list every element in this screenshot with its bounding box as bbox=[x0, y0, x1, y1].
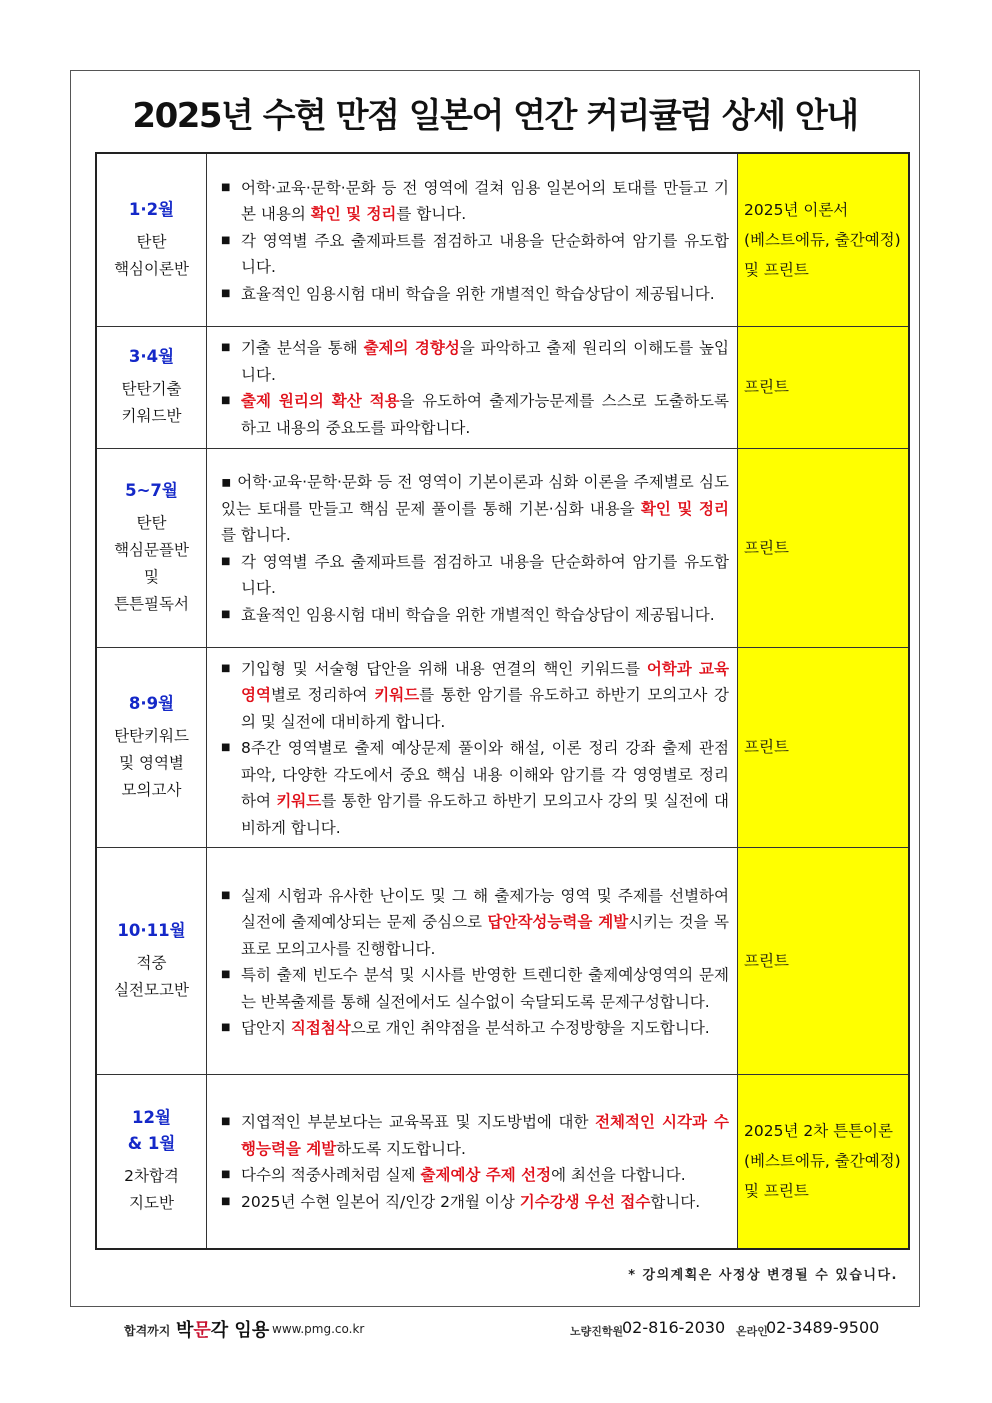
bullet-item bbox=[221, 1189, 729, 1216]
text-segment: 별로 정리하여 bbox=[270, 686, 375, 704]
curriculum-row bbox=[96, 848, 909, 1075]
course-name: 튼튼필독서 bbox=[114, 594, 189, 613]
course-name: 키워드반 bbox=[121, 407, 182, 425]
bullet-item bbox=[221, 335, 729, 388]
material-line: 2025년 이론서 bbox=[744, 200, 849, 219]
page-title: 2025년 수현 만점 일본어 연간 커리큘럼 상세 안내 bbox=[132, 96, 858, 136]
highlight-text: 키워드 bbox=[276, 792, 322, 810]
square-bullet-icon: ■ bbox=[221, 889, 231, 901]
schedule-note: * 강의계획은 사정상 변경될 수 있습니다. bbox=[628, 1268, 898, 1283]
text-segment: 를 합니다. bbox=[221, 526, 291, 544]
bullet-item bbox=[221, 1109, 729, 1162]
square-bullet-icon: ■ bbox=[221, 287, 231, 299]
course-cell bbox=[96, 326, 207, 448]
course-name: 실전모고반 bbox=[114, 981, 189, 999]
bullet-item bbox=[221, 1162, 729, 1189]
text-segment: 를 합니다. bbox=[396, 205, 467, 223]
bullet-text bbox=[241, 549, 729, 602]
bullet-text bbox=[241, 1015, 729, 1042]
bullet-item bbox=[221, 228, 729, 281]
footer-phone-online: 02-3489-9500 bbox=[766, 1318, 880, 1337]
course-cell bbox=[96, 153, 207, 326]
bullet-item bbox=[221, 962, 729, 1015]
course-description bbox=[207, 1075, 738, 1249]
text-segment: 다수의 적중사례처럼 실제 bbox=[241, 1166, 421, 1185]
curriculum-row bbox=[96, 153, 909, 326]
bullet-item bbox=[221, 735, 729, 841]
highlight-text: 확인 및 정리 bbox=[310, 205, 397, 223]
square-bullet-icon: ■ bbox=[221, 1169, 231, 1181]
text-segment: 합니다. bbox=[650, 1192, 701, 1211]
bullet-text bbox=[241, 388, 729, 441]
text-segment: ▪ 어학‧교육‧문학‧문화 등 전 영역이 기본이론과 심화 이론을 주제별로 심도있는 토대를 만들고 핵심 문제 풀이를 통해 기본‧심화 내용을 bbox=[221, 473, 729, 518]
bullet-text bbox=[241, 1189, 729, 1216]
text-segment: 시키는 것을 목표로 모의고사를 진행합니다. bbox=[241, 913, 729, 958]
course-description bbox=[207, 848, 738, 1075]
bullet-item bbox=[221, 602, 729, 629]
bullet-item bbox=[221, 175, 729, 228]
square-bullet-icon: ■ bbox=[221, 234, 231, 246]
bullet-text bbox=[241, 175, 729, 228]
highlight-text: 어학과 교육 영역 bbox=[241, 659, 729, 704]
brand-logo: 박문각 임용 bbox=[176, 1320, 270, 1341]
text-segment: 하도록 지도합니다. bbox=[336, 1139, 466, 1158]
text-segment: 을 파악하고 출제 원리의 이해도를 높입니다. bbox=[241, 339, 729, 384]
curriculum-table bbox=[95, 152, 910, 1250]
text-segment: 효율적인 임용시험 대비 학습을 위한 개별적인 학습상담이 제공됩니다. bbox=[241, 605, 715, 624]
text-segment: 에 최선을 다합니다. bbox=[551, 1166, 686, 1185]
course-name: 지도반 bbox=[129, 1194, 174, 1213]
text-segment: 지엽적인 부분보다는 교육목표 및 지도방법에 대한 bbox=[241, 1113, 596, 1132]
course-month: 12월 bbox=[132, 1108, 171, 1128]
bullet-text bbox=[241, 281, 729, 308]
course-name: 2차합격 bbox=[124, 1167, 179, 1186]
highlight-text: 확인 및 정리 bbox=[640, 499, 729, 518]
square-bullet-icon: ■ bbox=[221, 1116, 231, 1128]
course-description bbox=[207, 647, 738, 848]
material-cell bbox=[738, 153, 910, 326]
bullet-item bbox=[221, 883, 729, 963]
course-name: 탄탄 bbox=[136, 513, 167, 532]
material-line: 프린트 bbox=[744, 952, 789, 970]
square-bullet-icon: ■ bbox=[221, 181, 231, 193]
material-line: (베스트에듀, 출간예정) bbox=[744, 230, 901, 249]
bullet-text bbox=[241, 1162, 729, 1189]
bullet-text bbox=[241, 962, 729, 1015]
course-name: 모의고사 bbox=[121, 780, 182, 799]
bullet-text bbox=[241, 883, 729, 963]
highlight-text: 출제예상 주제 선정 bbox=[420, 1166, 552, 1185]
course-name: 및 영역별 bbox=[119, 753, 184, 772]
course-name: 탄탄키워드 bbox=[114, 726, 189, 745]
text-segment: 각 영역별 주요 출제파트를 점검하고 내용을 단순화하여 암기를 유도합니다. bbox=[241, 552, 729, 597]
course-name: 핵심문플반 bbox=[114, 540, 189, 559]
course-name: 및 bbox=[144, 567, 159, 586]
footer-url[interactable]: www.pmg.co.kr bbox=[272, 1322, 365, 1336]
material-line: 프린트 bbox=[744, 738, 789, 757]
course-month: 5~7월 bbox=[125, 480, 178, 500]
course-cell bbox=[96, 448, 207, 647]
text-segment: 효율적인 임용시험 대비 학습을 위한 개별적인 학습상담이 제공됩니다. bbox=[241, 284, 715, 303]
material-line: 및 프린트 bbox=[744, 260, 809, 279]
text-segment: 어학‧교육‧문학‧문화 등 전 영역에 걸쳐 임용 일본어의 토대를 만들고 기본 내용의 bbox=[241, 178, 729, 223]
course-description bbox=[207, 326, 738, 448]
description-paragraph bbox=[221, 469, 729, 549]
bullet-text bbox=[241, 656, 729, 736]
square-bullet-icon: ■ bbox=[221, 395, 231, 406]
bullet-item bbox=[221, 1015, 729, 1042]
course-name: 핵심이론반 bbox=[114, 259, 189, 278]
text-segment: 을 유도하여 출제가능문제를 스스로 도출하도록 하고 내용의 중요도를 파악합니다. bbox=[241, 392, 729, 437]
highlight-text: 기수강생 우선 접수 bbox=[519, 1192, 651, 1211]
square-bullet-icon: ■ bbox=[221, 342, 231, 353]
square-bullet-icon: ■ bbox=[221, 555, 231, 567]
course-name: 탄탄기출 bbox=[121, 380, 182, 398]
course-name: 적중 bbox=[136, 954, 167, 972]
text-segment: 2025년 수현 일본어 직/인강 2개월 이상 bbox=[241, 1192, 520, 1211]
curriculum-row bbox=[96, 326, 909, 448]
square-bullet-icon: ■ bbox=[221, 1022, 231, 1033]
text-segment: 를 통한 암기를 유도하고 하반기 모의고사 강의 및 실전에 대비하게 합니다. bbox=[241, 792, 729, 837]
course-month: 1·2월 bbox=[128, 199, 175, 219]
course-month: 3·4월 bbox=[128, 347, 175, 366]
curriculum-row bbox=[96, 448, 909, 647]
course-description bbox=[207, 153, 738, 326]
text-segment: 기입형 및 서술형 답안을 위해 내용 연결의 핵인 키워드를 bbox=[241, 659, 647, 678]
bullet-item bbox=[221, 281, 729, 308]
bullet-text bbox=[241, 335, 729, 388]
material-line: (베스트에듀, 출간예정) bbox=[744, 1152, 901, 1171]
material-cell bbox=[738, 647, 910, 848]
square-bullet-icon: ■ bbox=[221, 969, 231, 980]
course-cell bbox=[96, 1075, 207, 1249]
material-cell bbox=[738, 1075, 910, 1249]
course-cell bbox=[96, 647, 207, 848]
material-cell bbox=[738, 448, 910, 647]
footer bbox=[0, 1316, 992, 1346]
footer-label-offline: 노량진학원 bbox=[570, 1325, 624, 1338]
highlight-text: 출제의 경향성 bbox=[363, 339, 460, 357]
bullet-text bbox=[241, 228, 729, 281]
curriculum-row bbox=[96, 1075, 909, 1249]
highlight-text: 전체적인 시각과 수행능력을 계발 bbox=[241, 1113, 730, 1158]
course-month: 8·9월 bbox=[128, 693, 175, 713]
material-line: 및 프린트 bbox=[744, 1182, 809, 1201]
square-bullet-icon: ■ bbox=[221, 662, 231, 674]
bullet-item bbox=[221, 656, 729, 736]
course-description bbox=[207, 448, 738, 647]
curriculum-row bbox=[96, 647, 909, 848]
text-segment: 으로 개인 취약점을 분석하고 수정방향을 지도합니다. bbox=[350, 1019, 710, 1037]
course-month: 10·11월 bbox=[117, 921, 186, 940]
footer-phone-offline: 02-816-2030 bbox=[622, 1318, 726, 1337]
highlight-text: 키워드 bbox=[374, 686, 420, 704]
text-segment: 각 영역별 주요 출제파트를 점검하고 내용을 단순화하여 암기를 유도합니다. bbox=[241, 231, 729, 276]
highlight-text: 출제 원리의 확산 적용 bbox=[241, 392, 400, 410]
material-line: 2025년 2차 튼튼이론 bbox=[744, 1122, 894, 1141]
course-month-extra: & 1월 bbox=[127, 1134, 176, 1154]
text-segment: 8주간 영역별로 출제 예상문제 풀이와 해설, 이론 정리 강좌 출제 관점 파악, 다양한 각도에서 중요 핵심 내용 이해와 암기를 각 영영별로 정리하여 bbox=[241, 739, 729, 810]
material-line: 프린트 bbox=[744, 538, 789, 557]
bullet-item bbox=[221, 549, 729, 602]
square-bullet-icon: ■ bbox=[221, 608, 231, 620]
text-segment: 답안지 bbox=[241, 1019, 291, 1037]
square-bullet-icon: ■ bbox=[221, 742, 231, 753]
material-cell bbox=[738, 326, 910, 448]
text-segment: 실제 시험과 유사한 난이도 및 그 해 출제가능 영역 및 주제를 선별하여 실전에 출제예상되는 문제 중심으로 bbox=[241, 886, 729, 931]
bullet-item bbox=[221, 388, 729, 441]
square-bullet-icon: ■ bbox=[221, 1195, 231, 1207]
bullet-text bbox=[241, 1109, 729, 1162]
text-segment: 를 통한 암기를 유도하고 하반기 모의고사 강의 및 실전에 대비하게 합니다. bbox=[241, 686, 729, 731]
highlight-text: 답안작성능력을 계발 bbox=[487, 913, 629, 931]
footer-slogan: 합격까지 bbox=[124, 1324, 171, 1338]
course-name: 탄탄 bbox=[136, 232, 167, 251]
text-segment: 기출 분석을 통해 bbox=[241, 339, 364, 357]
material-cell bbox=[738, 848, 910, 1075]
course-cell bbox=[96, 848, 207, 1075]
bullet-text bbox=[241, 735, 729, 841]
highlight-text: 직접첨삭 bbox=[290, 1019, 351, 1037]
footer-label-online: 온라인 bbox=[736, 1325, 768, 1338]
text-segment: 특히 출제 빈도수 분석 및 시사를 반영한 트렌디한 출제예상영역의 문제는 반복출제를 통해 실전에서도 실수없이 숙달되도록 문제구성합니다. bbox=[241, 966, 729, 1011]
bullet-text bbox=[241, 602, 729, 629]
material-line: 프린트 bbox=[744, 378, 789, 396]
